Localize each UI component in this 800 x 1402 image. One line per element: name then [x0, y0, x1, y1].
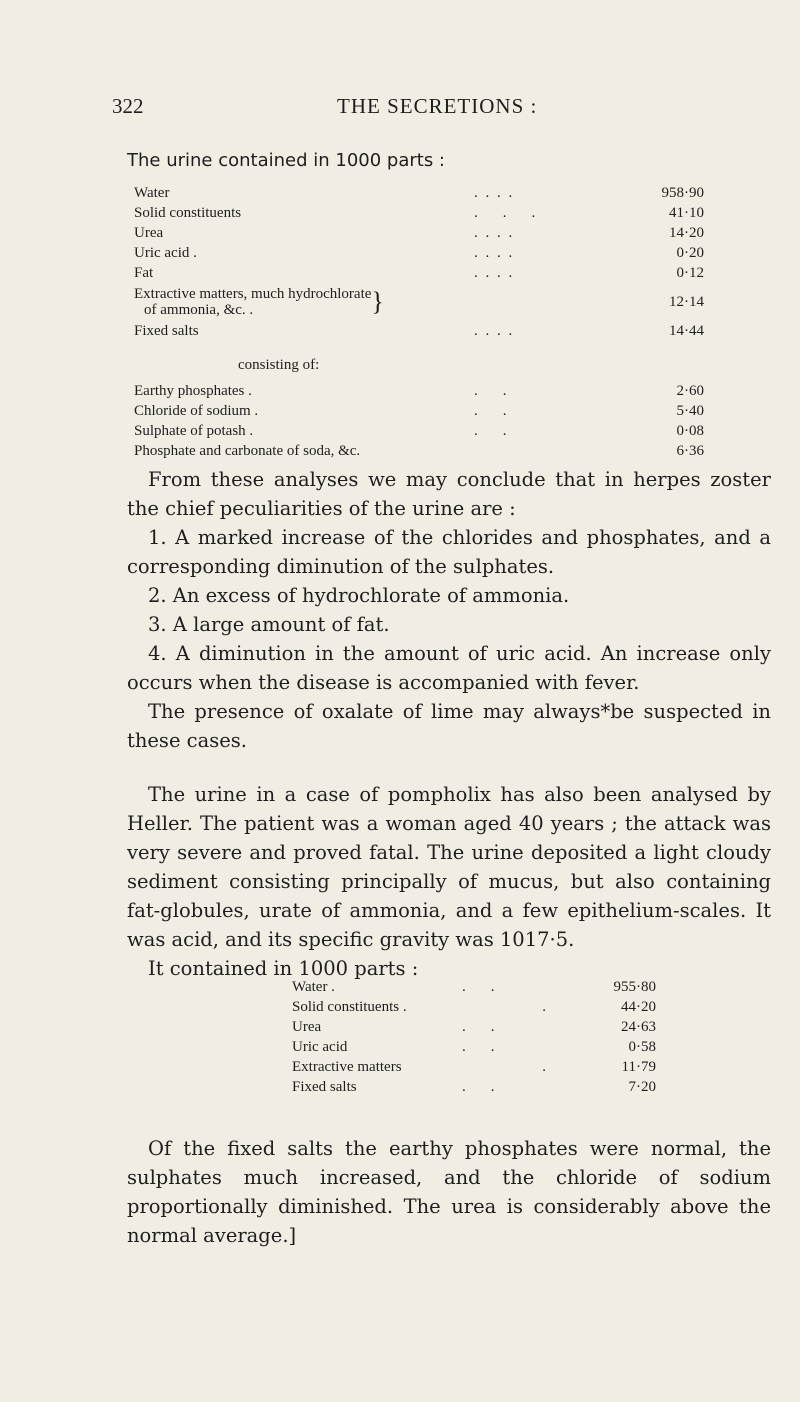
row-label-continued: of ammonia, &c. . — [144, 302, 254, 318]
list-item: 2. An excess of hydrochlorate of ammonia. — [148, 584, 570, 607]
table-row: Water . . . 955·80 — [292, 977, 656, 997]
table-row: Solid constituents . . 44·20 — [292, 997, 656, 1017]
table-row: Urea . . 24·63 — [292, 1017, 656, 1037]
row-label: Fixed salts — [134, 322, 199, 339]
table-row: Water . . . . 958·90 — [134, 183, 704, 203]
row-label: Extractive matters — [292, 1058, 402, 1075]
row-value: 6·36 — [676, 442, 704, 459]
row-label: Urea — [134, 224, 164, 241]
closing-section — [127, 1134, 771, 1250]
table-row: Sulphate of potash . . . 0·08 — [134, 421, 704, 441]
row-label: Earthy phosphates . — [134, 382, 252, 399]
row-label: Fat — [134, 264, 154, 281]
row-value: 24·63 — [621, 1018, 656, 1035]
row-value: 0·12 — [676, 264, 704, 281]
running-header — [112, 94, 767, 124]
row-value: 2·60 — [676, 382, 704, 399]
row-value: 958·90 — [661, 184, 704, 201]
row-label: Water . — [292, 978, 335, 995]
row-value: 44·20 — [621, 998, 656, 1015]
row-value: 0·58 — [628, 1038, 656, 1055]
paragraph: From these analyses we may conclude that in herpes zoster the chief peculiarities of the urine are : — [127, 468, 771, 520]
list-item: 4. A diminution in the amount of uric acid. An increase only occurs when the disease is accompanied with fever. — [127, 642, 771, 694]
chapter-title: THE SECRETIONS : — [337, 94, 538, 118]
row-value: 41·10 — [669, 204, 704, 221]
page-number: 322 — [112, 94, 144, 118]
paragraph: The urine in a case of pompholix has also been analysed by Heller. The patient was a woman aged 40 years ; the attack was very severe and proved fatal. The urine deposited a light cloudy sediment consisting principally of mucus, but also containing fat-globules, urate of ammonia, and a few epithelium-scales. It was acid, and its specific gravity was 1017·5. — [127, 783, 771, 951]
row-label: Water — [134, 184, 170, 201]
table-row: Uric acid . . 0·58 — [292, 1037, 656, 1057]
row-label: Solid constituents . — [292, 998, 407, 1015]
table-row: Uric acid . . . . . 0·20 — [134, 243, 704, 263]
row-value: 11·79 — [621, 1058, 656, 1075]
table-row: Fixed salts . . 7·20 — [292, 1077, 656, 1097]
row-value: 5·40 — [676, 402, 704, 419]
brace-icon: } — [371, 287, 384, 316]
row-label: Sulphate of potash . — [134, 422, 254, 439]
table-row: Earthy phosphates . . . 2·60 — [134, 381, 704, 401]
table-row: Urea . . . . 14·20 — [134, 223, 704, 243]
table-row: Fixed salts . . . . 14·44 — [134, 321, 704, 341]
row-label: Uric acid — [292, 1038, 348, 1055]
row-label: Fixed salts — [292, 1078, 357, 1095]
list-item: 1. A marked increase of the chlorides and phosphates, and a corresponding diminution of the sulphates. — [127, 526, 771, 578]
row-label: Chloride of sodium . — [134, 402, 259, 419]
table-row: Solid constituents . . . 41·10 — [134, 203, 704, 223]
table-row: Extractive matters . 11·79 — [292, 1057, 656, 1077]
row-value: 0·20 — [676, 244, 704, 261]
paragraph: It contained in 1000 parts : — [148, 957, 419, 980]
row-label: Phosphate and carbonate of soda, &c. — [134, 442, 361, 459]
conclusions-section — [127, 465, 771, 755]
table-row: Chloride of sodium . . . 5·40 — [134, 401, 704, 421]
paragraph: Of the fixed salts the earthy phosphates were normal, the sulphates much increased, and the chloride of sodium proportionally diminished. The urea is considerably above the normal average.] — [127, 1137, 771, 1247]
row-value: 0·08 — [676, 422, 704, 439]
row-value: 14·20 — [669, 224, 704, 241]
pompholix-urine-analysis-table — [292, 977, 656, 1097]
table-row — [134, 441, 704, 461]
row-label: Uric acid . — [134, 244, 197, 261]
row-value: 12·14 — [669, 293, 704, 310]
row-value: 955·80 — [613, 978, 656, 995]
paragraph: The presence of oxalate of lime may always*be suspected in these cases. — [127, 700, 771, 752]
row-label: Solid constituents — [134, 204, 242, 221]
table-row: Fat . . . . 0·12 — [134, 263, 704, 283]
herpes-urine-analysis-table — [134, 183, 704, 461]
row-value: 14·44 — [669, 322, 704, 339]
table-row — [134, 341, 704, 381]
intro-line: The urine contained in 1000 parts : — [127, 150, 445, 171]
row-label: Urea — [292, 1018, 322, 1035]
row-value: 7·20 — [628, 1078, 656, 1095]
table-row — [134, 283, 704, 321]
row-label: Extractive matters, much hydrochlorate — [134, 286, 372, 302]
subheading: consisting of: — [238, 356, 320, 373]
pompholix-section — [127, 780, 771, 983]
list-item: 3. A large amount of fat. — [148, 613, 390, 636]
